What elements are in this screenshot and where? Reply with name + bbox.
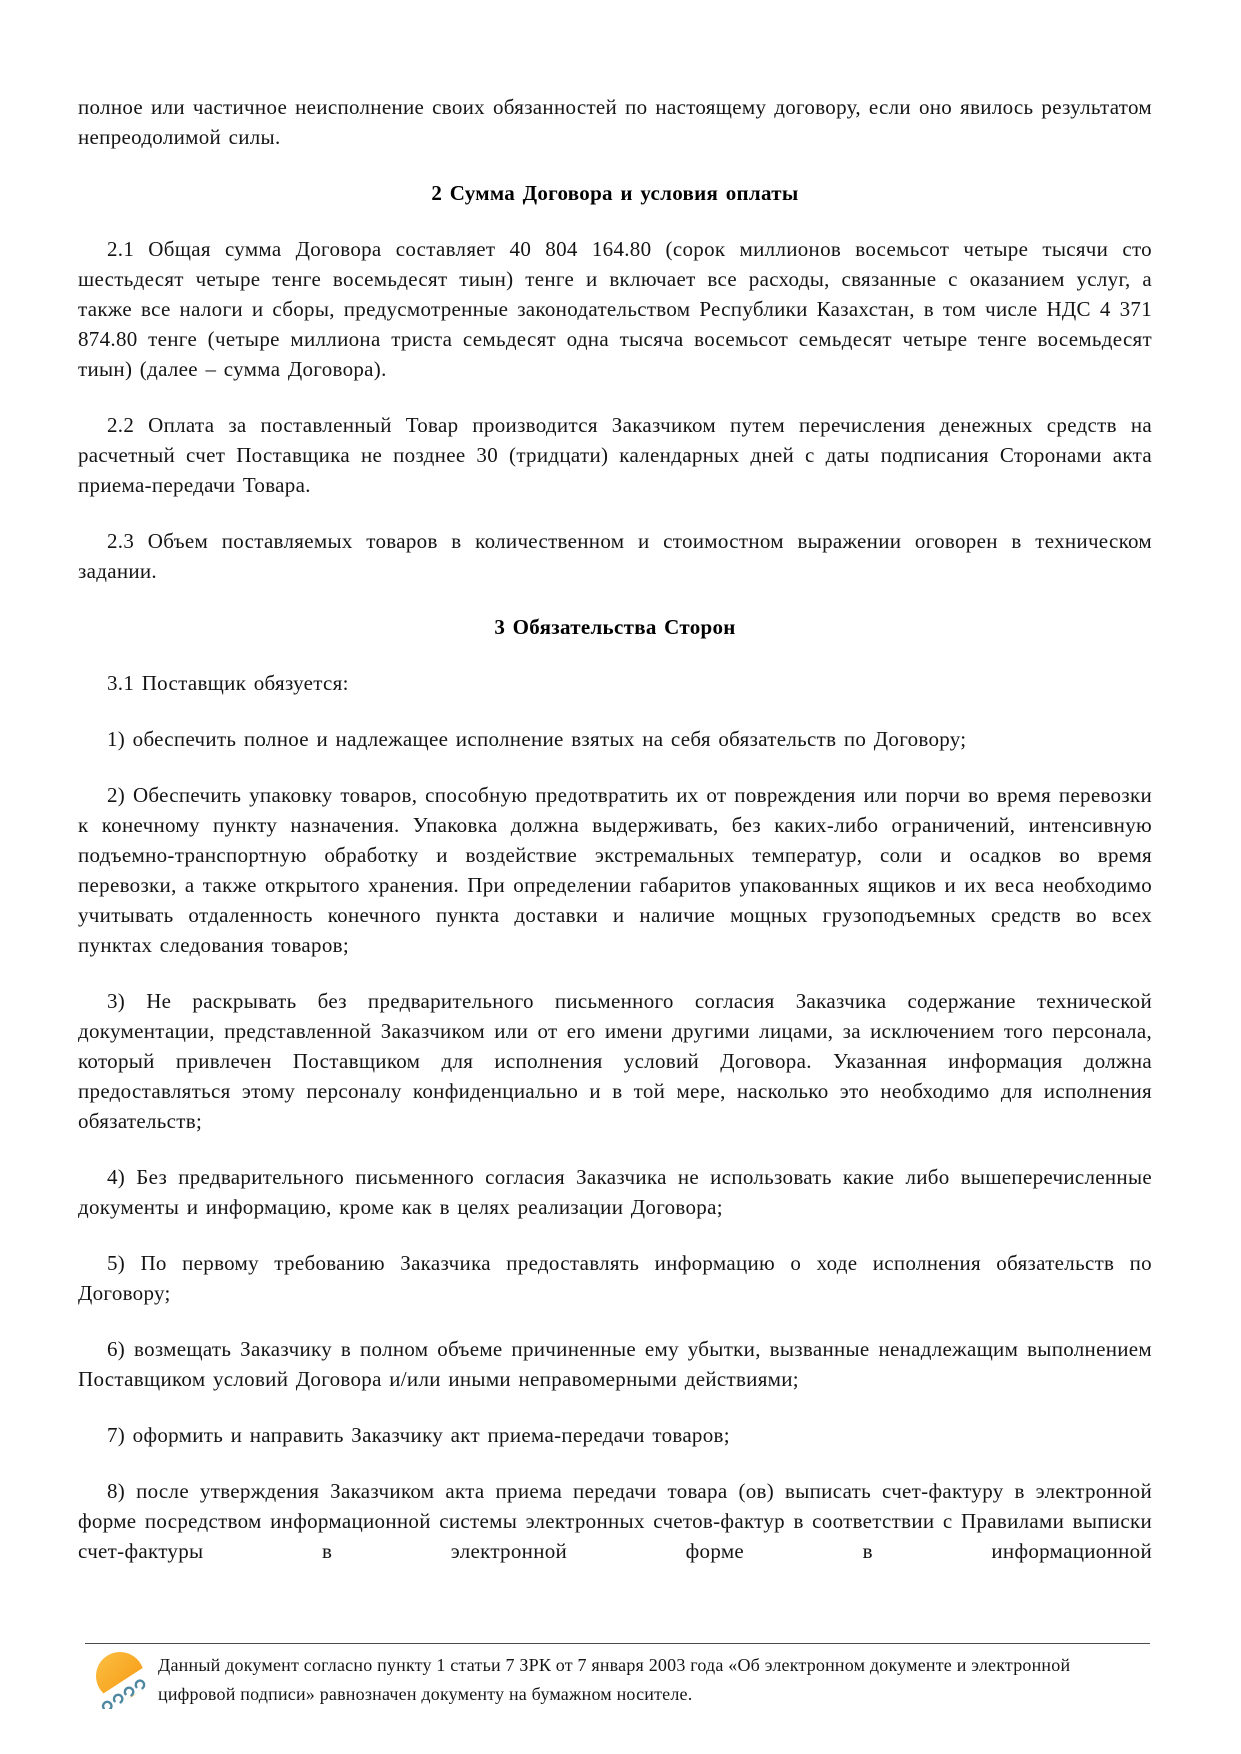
esf-eds-logo-icon — [94, 1651, 150, 1709]
list-item-2: 2) Обеспечить упаковку товаров, способную предотвратить их от повреждения или порчи во время перевозки к конечному пункту назначения. Упаковка должна выдерживать, без каких-либо ограничений, интенсивную подъемно-транспортную обработку и воздействие экстремальных температур, соли и осадков во время перевозки, а также открытого хранения. При определении габаритов упакованных ящиков и их веса необходимо учитывать отдаленность конечного пункта доставки и наличие мощных грузоподъемных средств во всех пунктах следования товаров; — [78, 783, 1152, 957]
list-item-7: 7) оформить и направить Заказчику акт приема-передачи товаров; — [107, 1423, 730, 1447]
paragraph-2-1: 2.1 Общая сумма Договора составляет 40 804 164.80 (сорок миллионов восемьсот четыре тысячи сто шестьдесят четыре тенге восемьдесят тиын) тенге и включает все расходы, связанные с оказанием услуг, а также все налоги и сборы, предусмотренные законодательством Республики Казахстан, в том числе НДС 4 371 874.80 тенге (четыре миллиона триста семьдесят одна тысяча восемьсот семьдесят четыре тенге восемьдесят тиын) (далее – сумма Договора). — [78, 237, 1152, 381]
section-heading-obligations: 3 Обязательства Сторон — [494, 615, 736, 639]
list-item-8: 8) после утверждения Заказчиком акта приема передачи товара (ов) выписать счет-фактуру в электронной форме посредством информационной системы электронных счетов-фактур в соответствии с Правилами выписки счет-фактуры в электронной форме в информационной — [78, 1479, 1152, 1563]
paragraph-2-2: 2.2 Оплата за поставленный Товар производится Заказчиком путем перечисления денежных средств на расчетный счет Поставщика не позднее 30 (тридцати) календарных дней с даты подписания Сторонами акта приема-передачи Товара. — [78, 413, 1152, 497]
list-item-4: 4) Без предварительного письменного согласия Заказчика не использовать какие либо вышеперечисленные документы и информацию, кроме как в целях реализации Договора; — [78, 1165, 1152, 1219]
list-item-3: 3) Не раскрывать без предварительного письменного согласия Заказчика содержание технической документации, представленной Заказчиком или от его имени другими лицами, за исключением того персонала, который привлечен Поставщиком для исполнения условий Договора. Указанная информация должна предоставляться этому персоналу конфиденциально и в той мере, насколько это необходимо для исполнения обязательств; — [78, 989, 1152, 1133]
document-page — [78, 92, 1152, 1592]
section-heading-payment-terms: 2 Сумма Договора и условия оплаты — [431, 181, 799, 205]
list-item-6: 6) возмещать Заказчику в полном объеме причиненные ему убытки, вызванные ненадлежащим выполнением Поставщиком условий Договора и/или иными неправомерными действиями; — [78, 1337, 1152, 1391]
list-item-1: 1) обеспечить полное и надлежащее исполнение взятых на себя обязательств по Договору; — [107, 727, 967, 751]
page-footer — [85, 1643, 1150, 1709]
list-item-5: 5) По первому требованию Заказчика предоставлять информацию о ходе исполнения обязательств по Договору; — [78, 1251, 1152, 1305]
paragraph-3-1: 3.1 Поставщик обязуется: — [107, 671, 349, 695]
paragraph-2-3: 2.3 Объем поставляемых товаров в количественном и стоимостном выражении оговорен в техническом задании. — [78, 529, 1152, 583]
footer-legal-note: Данный документ согласно пункту 1 статьи 7 ЗРК от 7 января 2003 года «Об электронном документе и электронной цифровой подписи» равнозначен документу на бумажном носителе. — [158, 1655, 1071, 1704]
paragraph-continuation: полное или частичное неисполнение своих обязанностей по настоящему договору, если оно явилось результатом непреодолимой силы. — [78, 95, 1152, 149]
